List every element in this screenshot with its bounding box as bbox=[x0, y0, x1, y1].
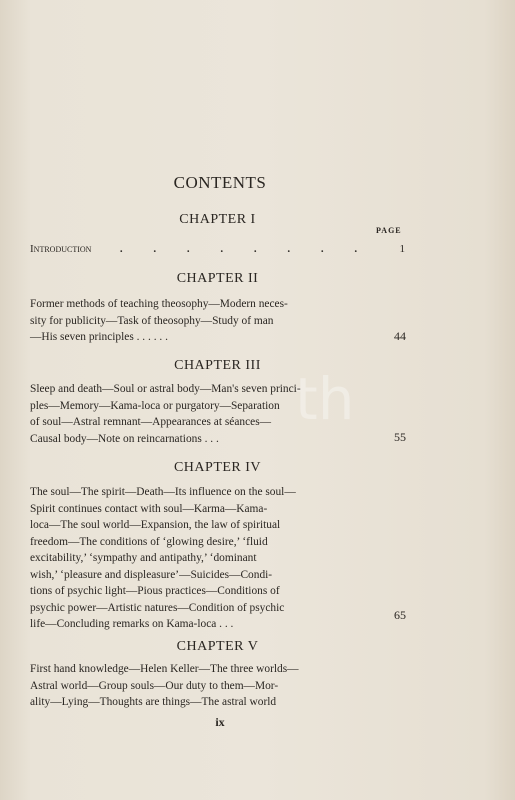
chapter-2-heading: CHAPTER II bbox=[176, 271, 259, 286]
chapter-5-line: First hand knowledge—Helen Keller—The three worlds— bbox=[30, 663, 299, 675]
chapter-5-summary bbox=[30, 661, 375, 711]
chapter-3-summary bbox=[30, 381, 375, 447]
contents-title: CONTENTS bbox=[173, 173, 267, 192]
chapter-2-summary bbox=[30, 296, 375, 346]
chapter-2-line: sity for publicity—Task of theosophy—Study of man bbox=[30, 314, 274, 327]
chapter-4-summary bbox=[30, 484, 375, 633]
chapter-3-line: ples—Memory—Kama-loca or purgatory—Separation bbox=[30, 399, 280, 412]
chapter-4-line: The soul—The spirit—Death—Its influence on the soul— bbox=[30, 486, 296, 498]
chapter-4-page: 65 bbox=[394, 608, 406, 622]
footer-page-number: ix bbox=[215, 715, 225, 729]
chapter-3-heading: CHAPTER III bbox=[174, 358, 261, 373]
chapter-2-page: 44 bbox=[394, 329, 406, 343]
chapter-3-line: Causal body—Note on reincarnations . . . bbox=[30, 432, 219, 445]
chapter-4-line: wish,’ ‘pleasure and displeasure’—Suicides—Condi- bbox=[30, 568, 273, 581]
chapter-3-line: Sleep and death—Soul or astral body—Man's seven princi- bbox=[30, 383, 301, 395]
chapter-2-line: —His seven principles . . . . . . bbox=[30, 331, 168, 343]
chapter-1-entry bbox=[30, 243, 405, 255]
chapter-1-entry-text: Introduction bbox=[30, 243, 92, 255]
chapter-1-page: 1 bbox=[399, 243, 405, 255]
chapter-2-line: Former methods of teaching theosophy—Modern neces- bbox=[30, 298, 288, 310]
leader-dots: . . . . . . . . bbox=[119, 243, 372, 255]
chapter-5-line: ality—Lying—Thoughts are things—The astral world bbox=[30, 696, 277, 708]
chapter-4-line: tions of psychic light—Pious practices—Conditions of bbox=[30, 585, 280, 597]
watermark: th bbox=[295, 365, 355, 433]
chapter-4-line: life—Concluding remarks on Kama-loca . . . bbox=[30, 618, 234, 630]
chapter-5-line: Astral world—Group souls—Our duty to them—Mor- bbox=[30, 679, 279, 692]
chapter-4-line: Spirit continues contact with soul—Karma—Kama- bbox=[30, 502, 268, 515]
chapter-4-line: excitability,’ ‘sympathy and antipathy,’ ‘dominant bbox=[30, 552, 257, 564]
chapter-4-line: freedom—The conditions of ‘glowing desire,’ ‘fluid bbox=[30, 535, 268, 548]
chapter-3-line: of soul—Astral remnant—Appearances at séances— bbox=[30, 416, 272, 428]
chapter-5-heading: CHAPTER V bbox=[176, 639, 259, 654]
chapter-1-heading: CHAPTER I bbox=[179, 212, 256, 227]
page-column-label: PAGE bbox=[376, 226, 402, 235]
chapter-4-heading: CHAPTER IV bbox=[173, 460, 262, 475]
chapter-4-line: psychic power—Artistic natures—Condition of psychic bbox=[30, 601, 285, 614]
chapter-3-page: 55 bbox=[394, 430, 406, 444]
chapter-4-line: loca—The soul world—Expansion, the law of spiritual bbox=[30, 519, 281, 531]
